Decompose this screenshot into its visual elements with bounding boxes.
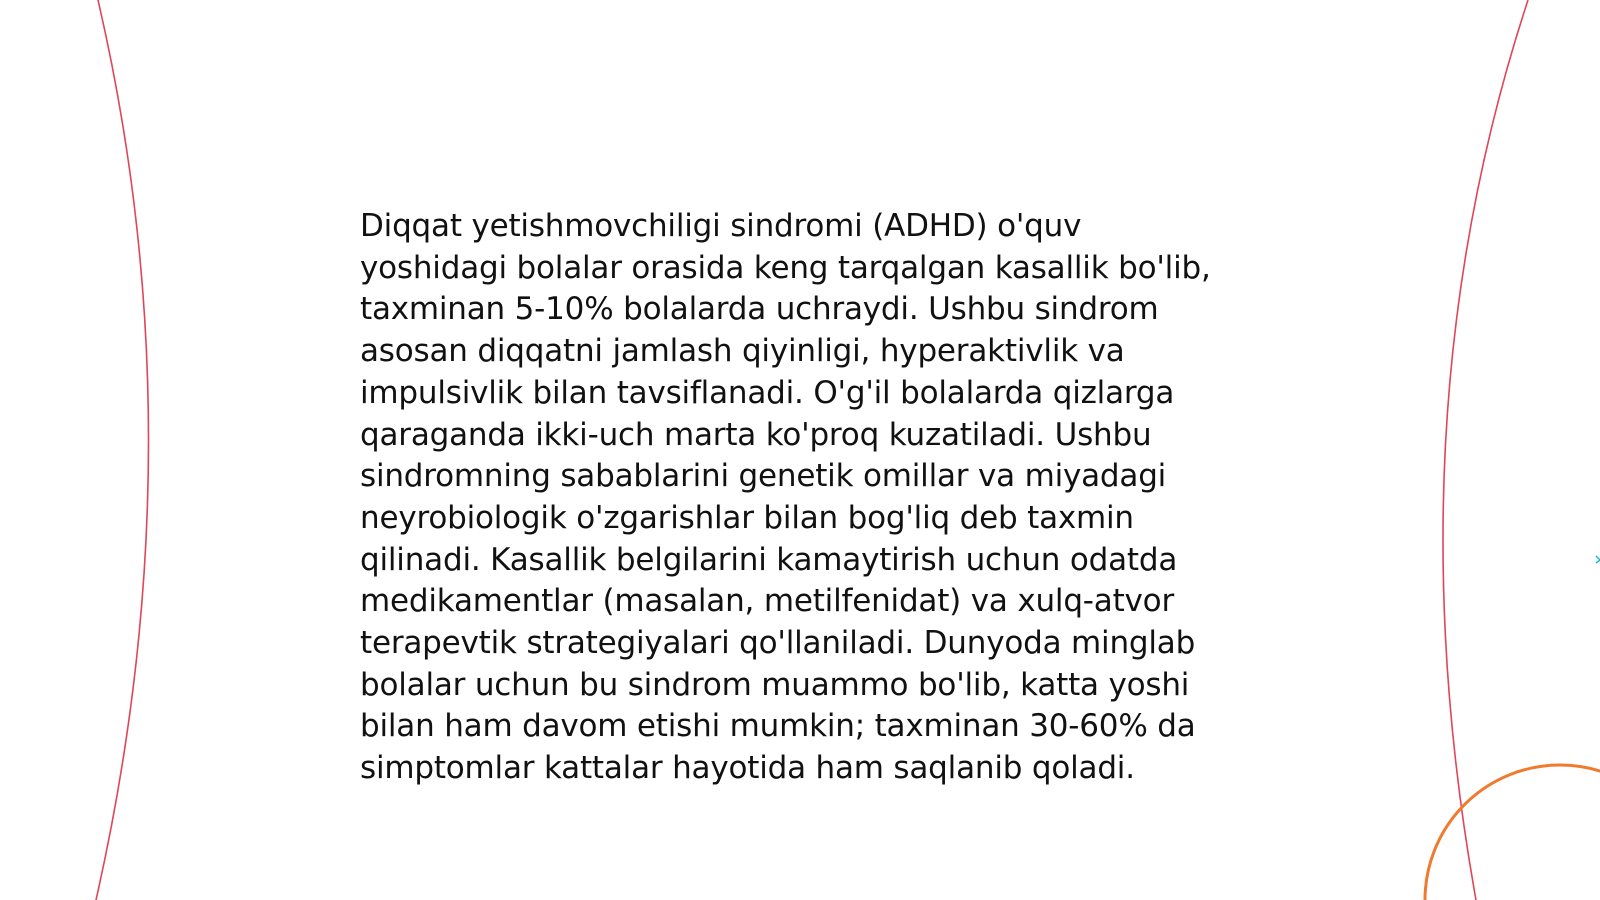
teal-accent-mark bbox=[1596, 556, 1600, 563]
orange-circle-outline bbox=[1425, 765, 1600, 900]
left-arc-curve bbox=[96, 0, 149, 900]
right-arc-curve bbox=[1443, 0, 1528, 900]
body-paragraph: Diqqat yetishmovchiligi sindromi (ADHD) o'quv yoshidagi bolalar orasida keng tarqalgan kasallik bo'lib, taxminan 5-10% bolalarda uchraydi. Ushbu sindrom asosan diqqatni jamlash qiyinligi, hyperaktivlik va impulsivlik bilan tavsiflanadi. O'g'il bolalarda qizlarga qaraganda ikki-uch marta ko'proq kuzatiladi. Ushbu sindromning sabablarini genetik omillar va miyadagi neyrobiologik o'zgarishlar bilan bog'liq deb taxmin qilinadi. Kasallik belgilarini kamaytirish uchun odatda medikamentlar (masalan, metilfenidat) va xulq-atvor terapevtik strategiyalari qo'llaniladi. Dunyoda minglab bolalar uchun bu sindrom muammo bo'lib, katta yoshi bilan ham davom etishi mumkin; taxminan 30-60% da simptomlar kattalar hayotida ham saqlanib qoladi. bbox=[360, 208, 1211, 787]
